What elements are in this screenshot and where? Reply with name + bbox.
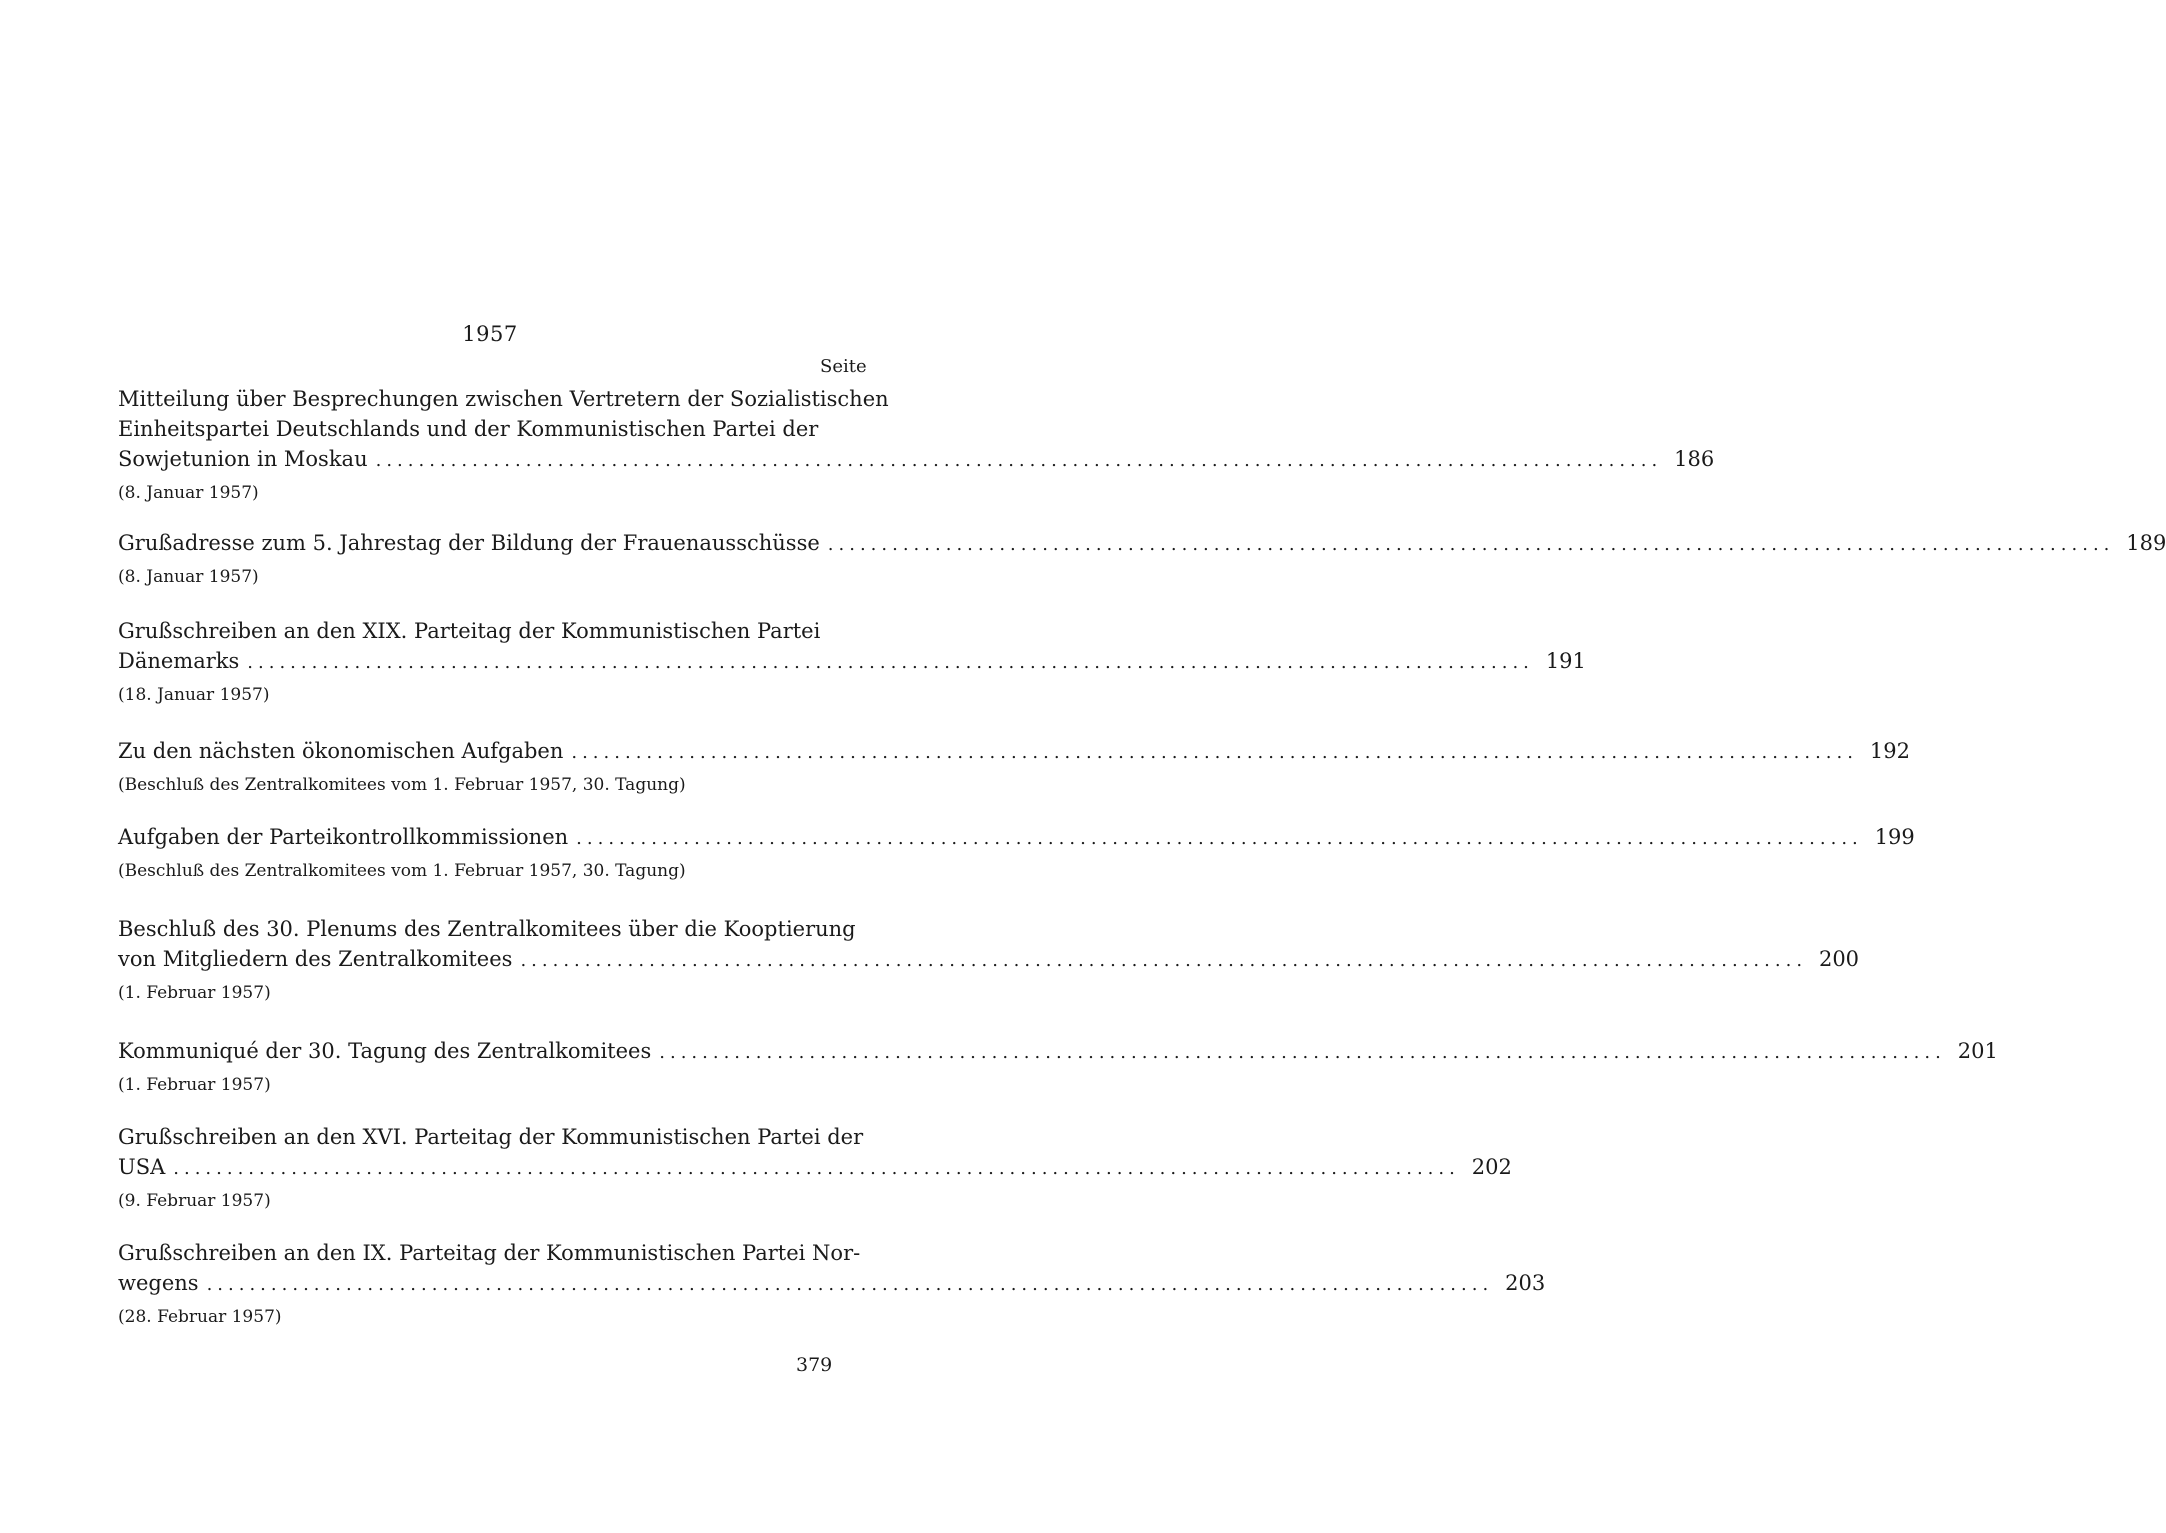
entry-page-number: 192: [1869, 739, 1910, 763]
toc-entry: [118, 1238, 1546, 1330]
leader-dots: ........................................................................................................................: [247, 652, 1534, 673]
entry-title-line: Grußschreiben an den IX. Parteitag der Kommunistischen Partei Nor-: [118, 1241, 861, 1265]
entry-last-line: [118, 528, 2166, 560]
entry-title-line: Dänemarks: [118, 649, 240, 673]
toc-entry: [118, 616, 1586, 708]
leader-dots: ........................................................................................................................: [206, 1274, 1494, 1295]
entry-last-line: [118, 944, 1860, 976]
entry-date: (9. Februar 1957): [118, 1191, 271, 1211]
entry-title-line: Einheitspartei Deutschlands und der Kommunistischen Partei der: [118, 417, 819, 441]
page-number-footer: 379: [796, 1354, 833, 1376]
entry-last-line: [118, 1268, 1546, 1300]
entry-date: (8. Januar 1957): [118, 567, 259, 587]
toc-entry: [118, 1122, 1512, 1214]
leader-dots: ........................................................................................................................: [576, 828, 1863, 849]
entry-date: (18. Januar 1957): [118, 685, 270, 705]
entry-page-number: 201: [1957, 1039, 1998, 1063]
year-heading: 1957: [462, 322, 518, 346]
entry-last-line: [118, 444, 1715, 476]
entry-page-number: 199: [1874, 825, 1915, 849]
entry-title-line: USA: [118, 1155, 166, 1179]
entry-date: (Beschluß des Zentralkomitees vom 1. Februar 1957, 30. Tagung): [118, 861, 686, 881]
entry-title-line: Sowjetunion in Moskau: [118, 447, 368, 471]
leader-dots: ........................................................................................................................: [827, 534, 2115, 555]
entry-title-line: wegens: [118, 1271, 199, 1295]
entry-page-number: 203: [1505, 1271, 1546, 1295]
leader-dots: ........................................................................................................................: [520, 950, 1808, 971]
toc-entry: [118, 384, 1715, 506]
entry-title-line: Zu den nächsten ökonomischen Aufgaben: [118, 739, 564, 763]
leader-dots: ........................................................................................................................: [375, 450, 1663, 471]
entry-last-line: [118, 646, 1586, 678]
toc-entry: [118, 1036, 1998, 1098]
entry-last-line: [118, 736, 1910, 768]
toc-entry: [118, 528, 2166, 590]
entry-title-line: Mitteilung über Besprechungen zwischen Vertretern der Sozialistischen: [118, 387, 889, 411]
toc-entry: [118, 822, 1915, 884]
entry-title-line: von Mitgliedern des Zentralkomitees: [118, 947, 513, 971]
entry-page-number: 202: [1471, 1155, 1512, 1179]
leader-dots: ........................................................................................................................: [659, 1042, 1946, 1063]
entry-last-line: [118, 1152, 1512, 1184]
leader-dots: ........................................................................................................................: [173, 1158, 1460, 1179]
entry-title-line: Grußadresse zum 5. Jahrestag der Bildung der Frauenausschüsse: [118, 531, 820, 555]
toc-entry: [118, 914, 1860, 1006]
entry-title-line: Aufgaben der Parteikontrollkommissionen: [118, 825, 569, 849]
entry-last-line: [118, 1036, 1998, 1068]
entry-page-number: 200: [1818, 947, 1860, 971]
toc-entry: [118, 736, 1910, 798]
entry-date: (1. Februar 1957): [118, 983, 271, 1003]
entry-page-number: 186: [1674, 447, 1715, 471]
entry-last-line: [118, 822, 1915, 854]
page-column-label: Seite: [820, 356, 867, 377]
entry-page-number: 189: [2126, 531, 2166, 555]
entry-title-line: Grußschreiben an den XVI. Parteitag der Kommunistischen Partei der: [118, 1125, 864, 1149]
entry-title-line: Grußschreiben an den XIX. Parteitag der Kommunistischen Partei: [118, 619, 821, 643]
leader-dots: ........................................................................................................................: [571, 742, 1858, 763]
entry-date: (8. Januar 1957): [118, 483, 259, 503]
entry-title-line: Beschluß des 30. Plenums des Zentralkomitees über die Kooptierung: [118, 917, 856, 941]
entry-page-number: 191: [1545, 649, 1586, 673]
entry-date: (28. Februar 1957): [118, 1307, 282, 1327]
entry-date: (1. Februar 1957): [118, 1075, 271, 1095]
entry-date: (Beschluß des Zentralkomitees vom 1. Februar 1957, 30. Tagung): [118, 775, 686, 795]
entry-title-line: Kommuniqué der 30. Tagung des Zentralkomitees: [118, 1039, 652, 1063]
